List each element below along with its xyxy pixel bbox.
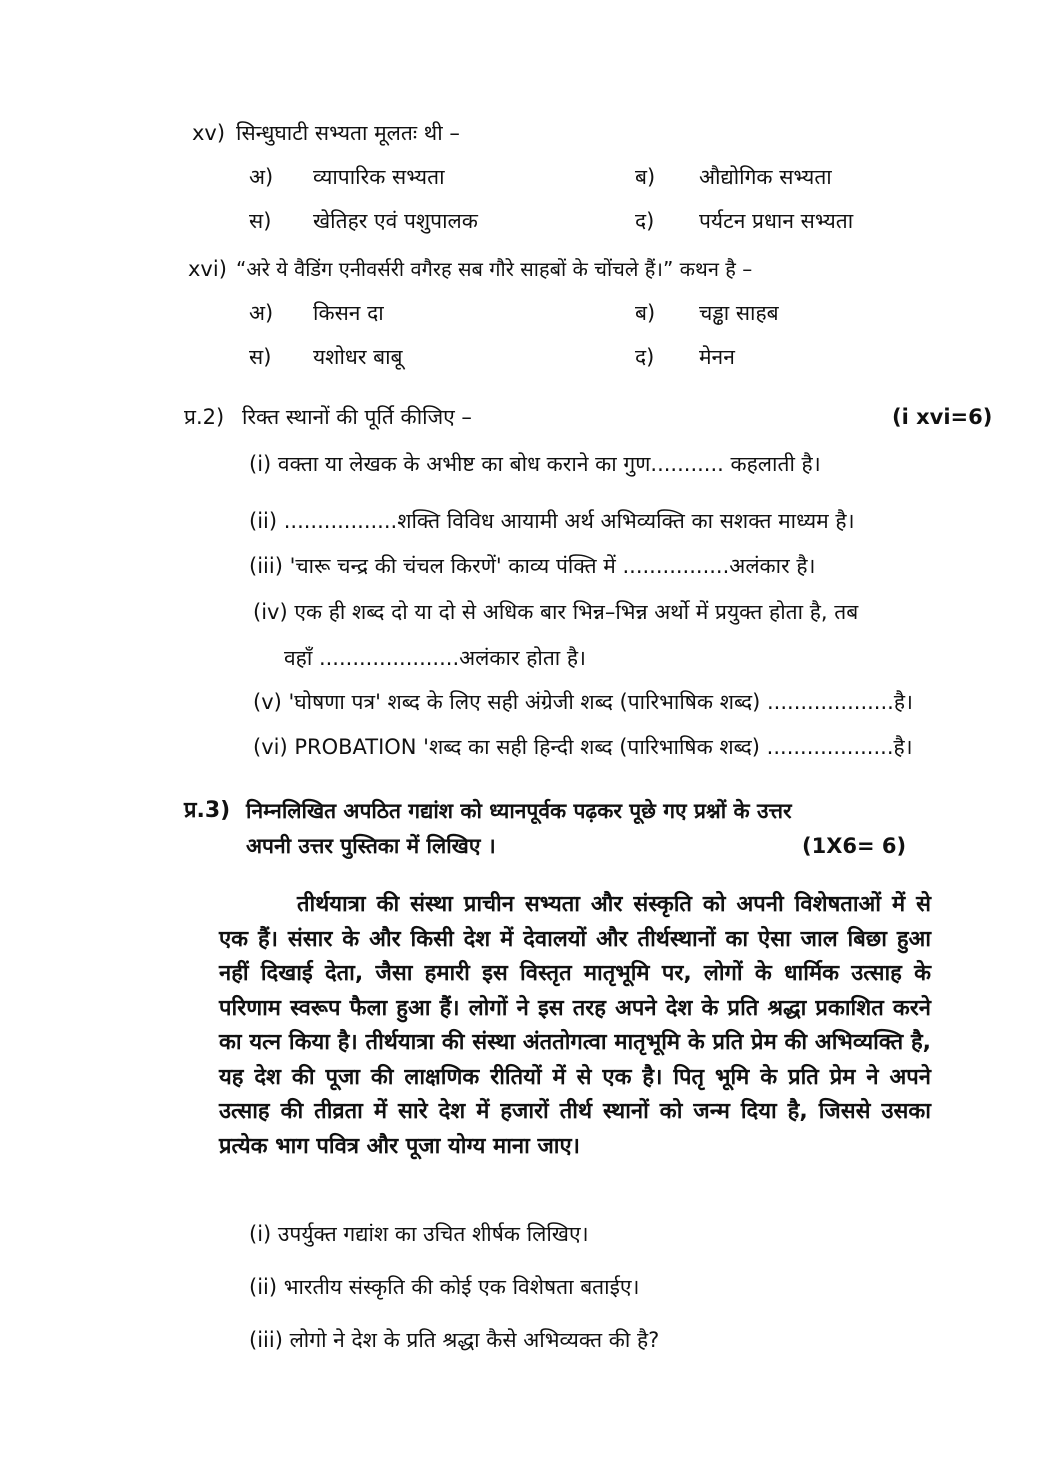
- fill-blank-3: (iii) 'चारू चन्द्र की चंचल किरणें' काव्य पंक्ति में ................अलंकार है।: [249, 554, 816, 578]
- q15-option-a-text: व्यापारिक सभ्यता: [313, 165, 445, 189]
- fill-blank-2: (ii) .................शक्ति विविध आयामी अर्थ अभिव्यक्ति का सशक्त माध्यम है।: [249, 509, 855, 533]
- unseen-passage: तीर्थयात्रा की संस्था प्राचीन सभ्यता और संस्कृति को अपनी विशेषताओं में से एक हैं। संसार के और किसी देश में देवालयों और तीर्थस्थानों का ऐसा जाल बिछा हुआ नहीं दिखाई देता, जैसा हमारी इस विस्तृत मातृभूमि पर, लोगों के धार्मिक उत्साह के परिणाम स्वरूप फैला हुआ हैं। लोगों ने इस तरह अपने देश के प्रति श्रद्धा प्रकाशित करने का यत्न किया है। तीर्थयात्रा की संस्था अंततोगत्वा मातृभूमि के प्रति प्रेम की अभिव्यक्ति है, यह देश की पूजा की लाक्षणिक रीतियों में से एक है। पितृ भूमि के प्रति प्रेम ने अपने उत्साह की तीव्रता में सारे देश में हजारों तीर्थ स्थानों को जन्म दिया है, जिससे उसका प्रत्येक भाग पवित्र और पूजा योग्य माना जाए।: [219, 892, 931, 1159]
- section-2-title: रिक्त स्थानों की पूर्ति कीजिए –: [242, 405, 472, 429]
- q16-option-d-key: द): [635, 345, 655, 369]
- q16-option-a-key: अ): [249, 301, 274, 325]
- q16-option-b-key: ब): [635, 301, 656, 325]
- fill-blank-5: (v) 'घोषणा पत्र' शब्द के लिए सही अंग्रेजी शब्द (पारिभाषिक शब्द) ...................है।: [253, 690, 913, 714]
- fill-blank-1: (i) वक्ता या लेखक के अभीष्ट का बोध कराने का गुण........... कहलाती है।: [249, 452, 821, 476]
- q16-option-c-text: यशोधर बाबू: [313, 345, 403, 369]
- q16-option-c-key: स): [249, 345, 272, 369]
- section-3-title-line1: निम्नलिखित अपठित गद्यांश को ध्यानपूर्वक पढ़कर पूछे गए प्रश्नों के उत्तर: [246, 799, 792, 823]
- q15-option-c-text: खेतिहर एवं पशुपालक: [313, 209, 478, 233]
- q16-option-d-text: मेनन: [699, 345, 735, 369]
- q15-option-b-text: औद्योगिक सभ्यता: [699, 165, 832, 189]
- q16-option-b-text: चड्ढा साहब: [699, 301, 779, 325]
- q15-option-d-key: द): [635, 209, 655, 233]
- q15-option-a-key: अ): [249, 165, 274, 189]
- section-3-label: प्र.3): [184, 798, 231, 823]
- question-16-label: xvi): [188, 257, 227, 281]
- q15-option-c-key: स): [249, 209, 272, 233]
- question-15-text: सिन्धुघाटी सभ्यता मूलतः थी –: [236, 121, 460, 145]
- section-3-title-line2: अपनी उत्तर पुस्तिका में लिखिए ।: [246, 834, 496, 858]
- question-16-text: “अरे ये वैडिंग एनीवर्सरी वगैरह सब गौरे साहबों के चोंचले हैं।” कथन है –: [236, 257, 753, 281]
- section-3-marks: (1X6= 6): [802, 834, 907, 858]
- question-15-label: xv): [192, 121, 226, 145]
- fill-blank-4-cont: वहाँ .....................अलंकार होता है।: [284, 646, 587, 670]
- fill-blank-4: (iv) एक ही शब्द दो या दो से अधिक बार भिन्न–भिन्न अर्थो में प्रयुक्त होता है, तब: [253, 600, 859, 624]
- q15-option-b-key: ब): [635, 165, 656, 189]
- fill-blank-6: (vi) PROBATION 'शब्द का सही हिन्दी शब्द (पारिभाषिक शब्द) ...................है।: [253, 735, 913, 759]
- passage-question-1: (i) उपर्युक्त गद्यांश का उचित शीर्षक लिखिए।: [249, 1222, 589, 1246]
- section-2-marks: (i xvi=6): [892, 405, 993, 429]
- passage-question-2: (ii) भारतीय संस्कृति की कोई एक विशेषता बताईए।: [249, 1275, 640, 1299]
- q16-option-a-text: किसन दा: [313, 301, 384, 325]
- section-2-label: प्र.2): [184, 405, 225, 429]
- q15-option-d-text: पर्यटन प्रधान सभ्यता: [699, 209, 854, 233]
- passage-question-3: (iii) लोगो ने देश के प्रति श्रद्धा कैसे अभिव्यक्त की है?: [249, 1328, 660, 1352]
